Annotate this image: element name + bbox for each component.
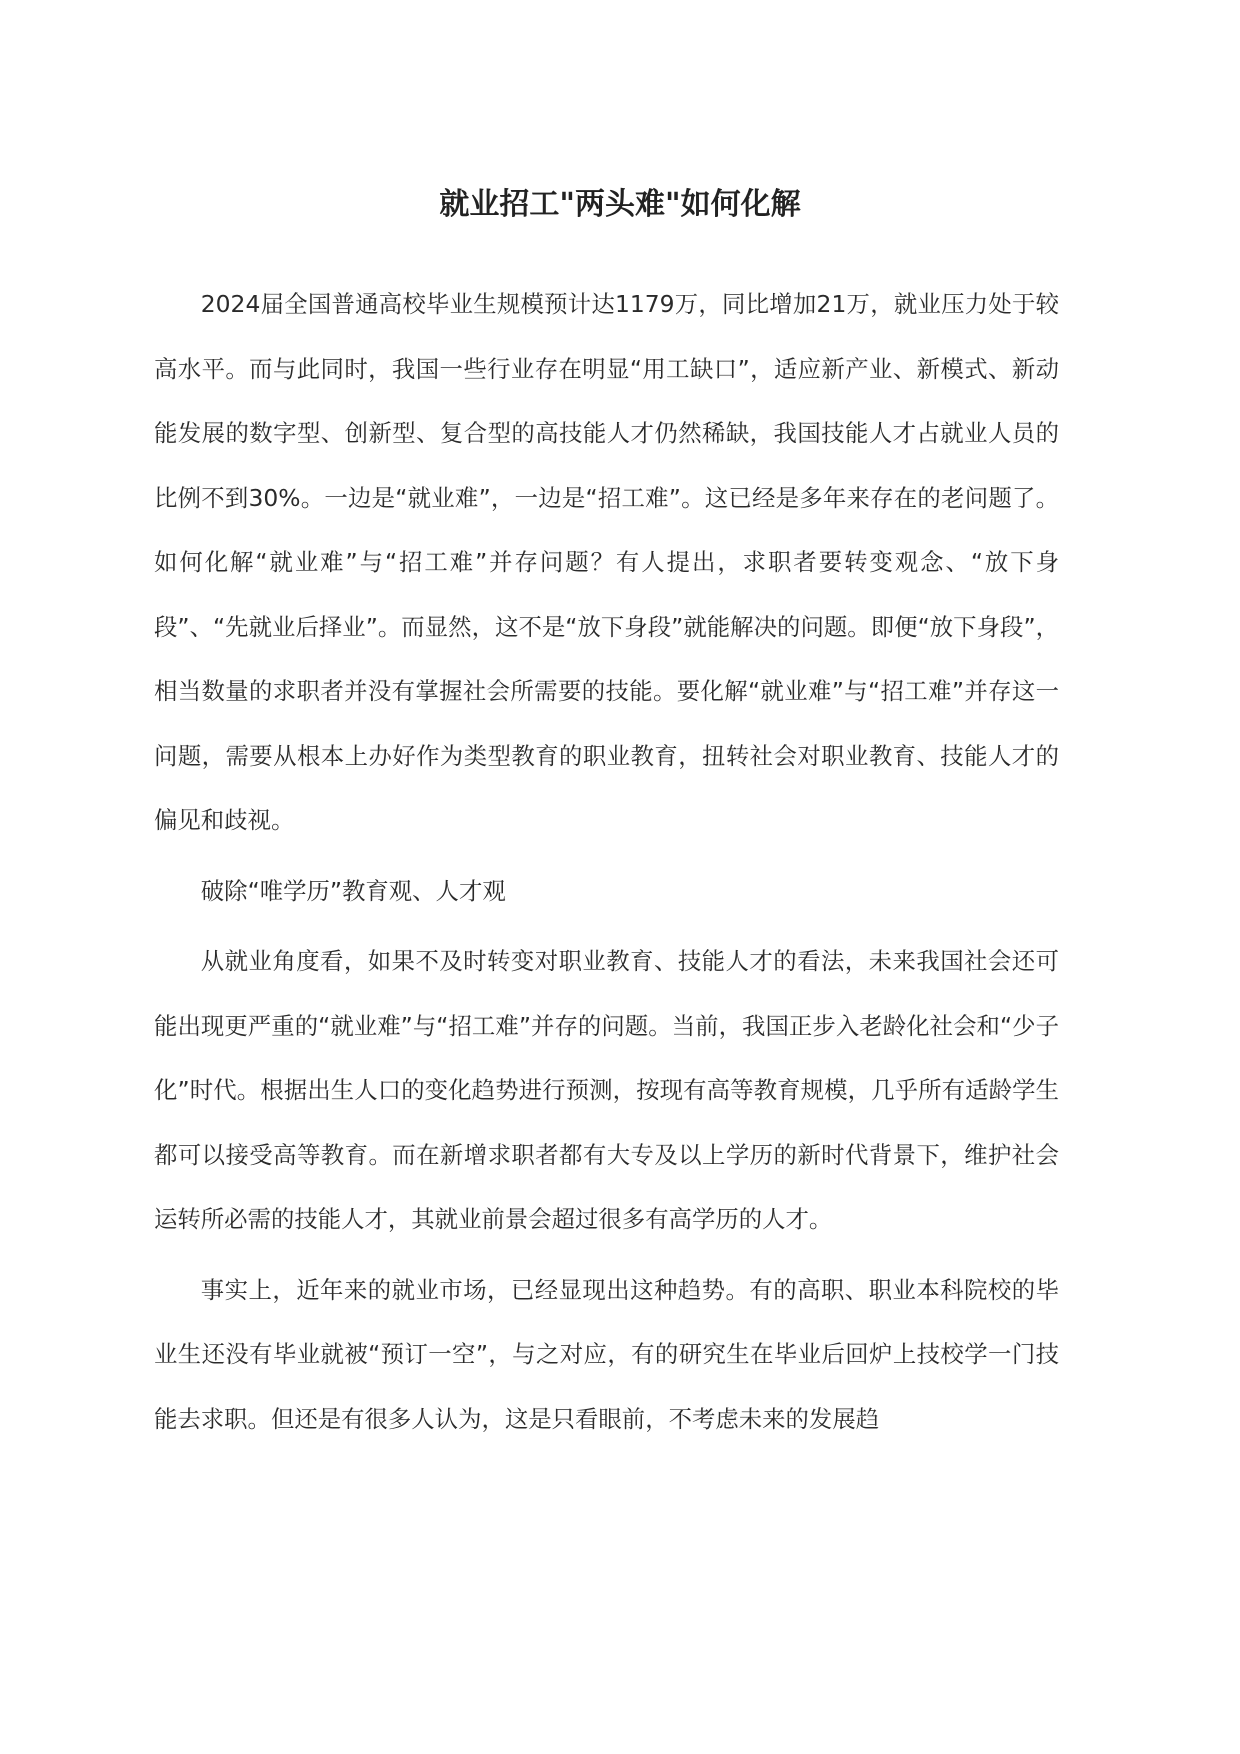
paragraph-intro: 2024届全国普通高校毕业生规模预计达1179万，同比增加21万，就业压力处于较高水平。而与此同时，我国一些行业存在明显“用工缺口”，适应新产业、新模式、新动能发展的数字型、创新型、复合型的高技能人才仍然稀缺，我国技能人才占就业人员的比例不到30%。一边是“就业难”，一边是“招工难”。这已经是多年来存在的老问题了。如何化解“就业难”与“招工难”并存问题？有人提出，求职者要转变观念、“放下身段”、“先就业后择业”。而显然，这不是“放下身段”就能解决的问题。即便“放下身段”，相当数量的求职者并没有掌握社会所需要的技能。要化解“就业难”与“招工难”并存这一问题，需要从根本上办好作为类型教育的职业教育，扭转社会对职业教育、技能人才的偏见和歧视。 [154,290,1059,834]
document-body [154,272,1059,1457]
section-heading: 破除“唯学历”教育观、人才观 [200,876,506,905]
paragraph-employment-perspective: 从就业角度看，如果不及时转变对职业教育、技能人才的看法，未来我国社会还可能出现更严重的“就业难”与“招工难”并存的问题。当前，我国正步入老龄化社会和“少子化”时代。根据出生人口的变化趋势进行预测，按现有高等教育规模，几乎所有适龄学生都可以接受高等教育。而在新增求职者都有大专及以上学历的新时代背景下，维护社会运转所必需的技能人才，其就业前景会超过很多有高学历的人才。 [154,947,1059,1233]
document-title: 就业招工"两头难"如何化解 [439,187,801,222]
paragraph-market-trend: 事实上，近年来的就业市场，已经显现出这种趋势。有的高职、职业本科院校的毕业生还没有毕业就被“预订一空”，与之对应，有的研究生在毕业后回炉上技校学一门技能去求职。但还是有很多人认为，这是只看眼前，不考虑未来的发展趋 [154,1275,1059,1433]
